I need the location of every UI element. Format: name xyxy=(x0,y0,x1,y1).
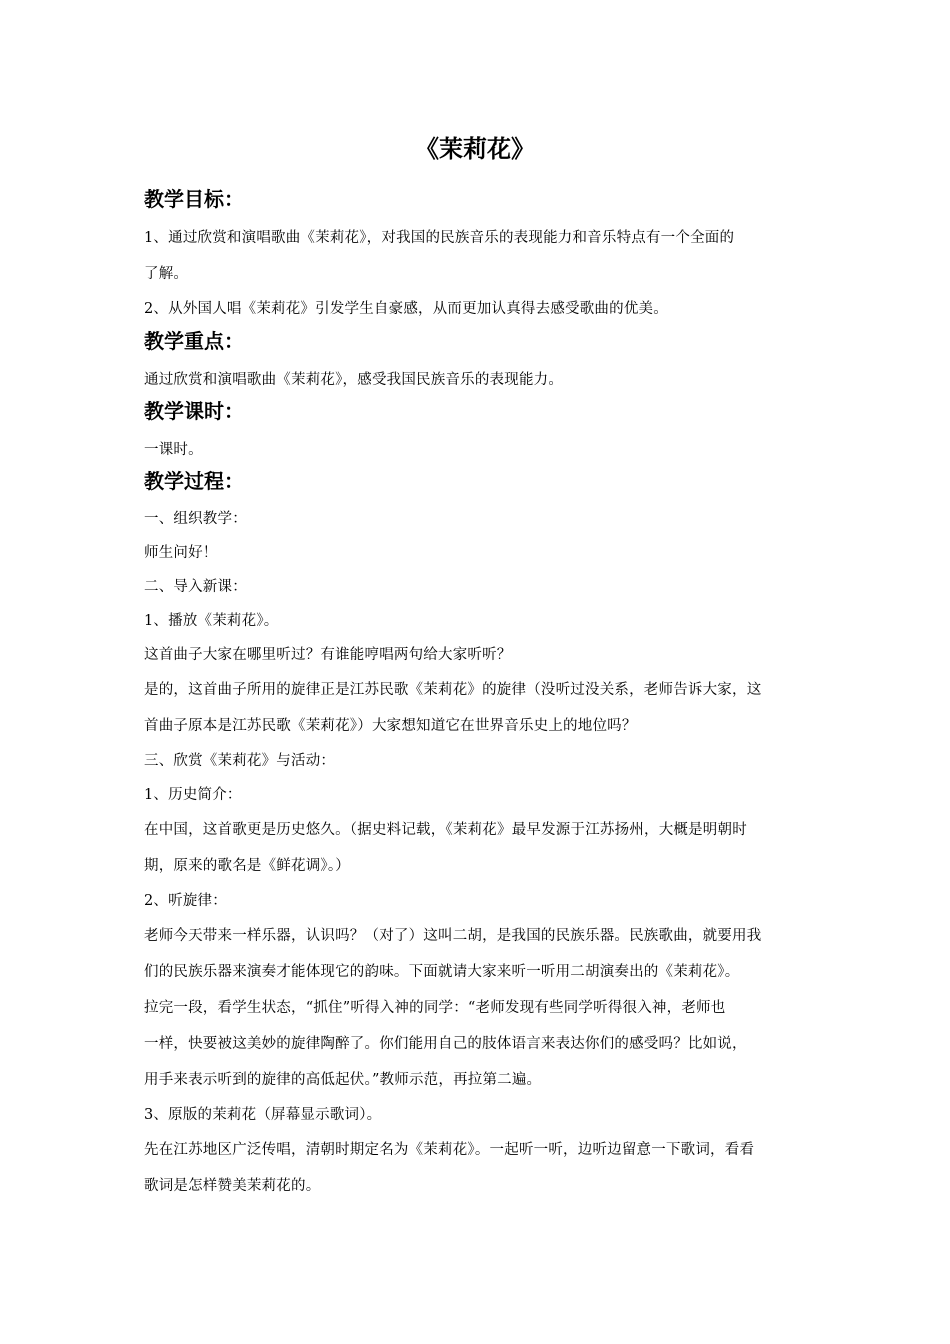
process-line: 们的民族乐器来演奏才能体现它的韵味。下面就请大家来听一听用二胡演奏出的《茉莉花》。 xyxy=(144,964,740,980)
process-line: 用手来表示听到的旋律的高低起伏。”教师示范，再拉第二遍。 xyxy=(144,1072,542,1088)
process-line: 首曲子原本是江苏民歌《茉莉花》）大家想知道它在世界音乐史上的地位吗？ xyxy=(144,718,637,734)
goals-item-1-line-2: 了解。 xyxy=(144,266,189,282)
process-line: 三、欣赏《茉莉花》与活动： xyxy=(144,753,336,769)
process-line: 老师今天带来一样乐器，认识吗？（对了）这叫二胡，是我国的民族乐器。民族歌曲，就要用我 xyxy=(144,928,762,944)
process-line: 师生问好！ xyxy=(144,545,218,561)
process-line: 1、历史简介： xyxy=(144,787,242,803)
process-line: 二、导入新课： xyxy=(144,579,247,595)
goals-item-2: 2、从外国人唱《茉莉花》引发学生自豪感，从而更加认真得去感受歌曲的优美。 xyxy=(144,301,668,317)
process-line: 一、组织教学： xyxy=(144,511,247,527)
section-heading-process: 教学过程： xyxy=(144,469,244,493)
hours-text: 一课时。 xyxy=(144,442,203,458)
process-line: 期，原来的歌名是《鲜花调》。） xyxy=(144,858,350,874)
process-line: 3、原版的茉莉花（屏幕显示歌词）。 xyxy=(144,1107,382,1123)
focus-text: 通过欣赏和演唱歌曲《茉莉花》，感受我国民族音乐的表现能力。 xyxy=(144,372,564,388)
process-line: 2、听旋律： xyxy=(144,893,227,909)
process-line: 1、播放《茉莉花》。 xyxy=(144,613,279,629)
process-line: 歌词是怎样赞美茉莉花的。 xyxy=(144,1178,321,1194)
process-line: 是的，这首曲子所用的旋律正是江苏民歌《茉莉花》的旋律（没听过没关系，老师告诉大家，这 xyxy=(144,682,762,698)
process-line: 这首曲子大家在哪里听过？有谁能哼唱两句给大家听听？ xyxy=(144,647,512,663)
process-line: 一样，快要被这美妙的旋律陶醉了。你们能用自己的肢体语言来表达你们的感受吗？比如说， xyxy=(144,1036,747,1052)
document-title: 《茉莉花》 xyxy=(415,135,535,163)
process-line: 拉完一段，看学生状态，“抓住”听得入神的同学：“老师发现有些同学听得很入神，老师也 xyxy=(144,1000,726,1016)
process-line: 在中国，这首歌更是历史悠久。（据史料记载，《茉莉花》最早发源于江苏扬州，大概是明朝时 xyxy=(144,822,747,838)
section-heading-hours: 教学课时： xyxy=(144,399,244,423)
goals-item-1-line-1: 1、通过欣赏和演唱歌曲《茉莉花》，对我国的民族音乐的表现能力和音乐特点有一个全面的 xyxy=(144,230,735,246)
section-heading-focus: 教学重点： xyxy=(144,329,244,353)
document-body xyxy=(144,186,824,1204)
section-heading-goals: 教学目标： xyxy=(144,187,244,211)
process-line: 先在江苏地区广泛传唱，清朝时期定名为《茉莉花》。一起听一听，边听边留意一下歌词，看看 xyxy=(144,1142,755,1158)
